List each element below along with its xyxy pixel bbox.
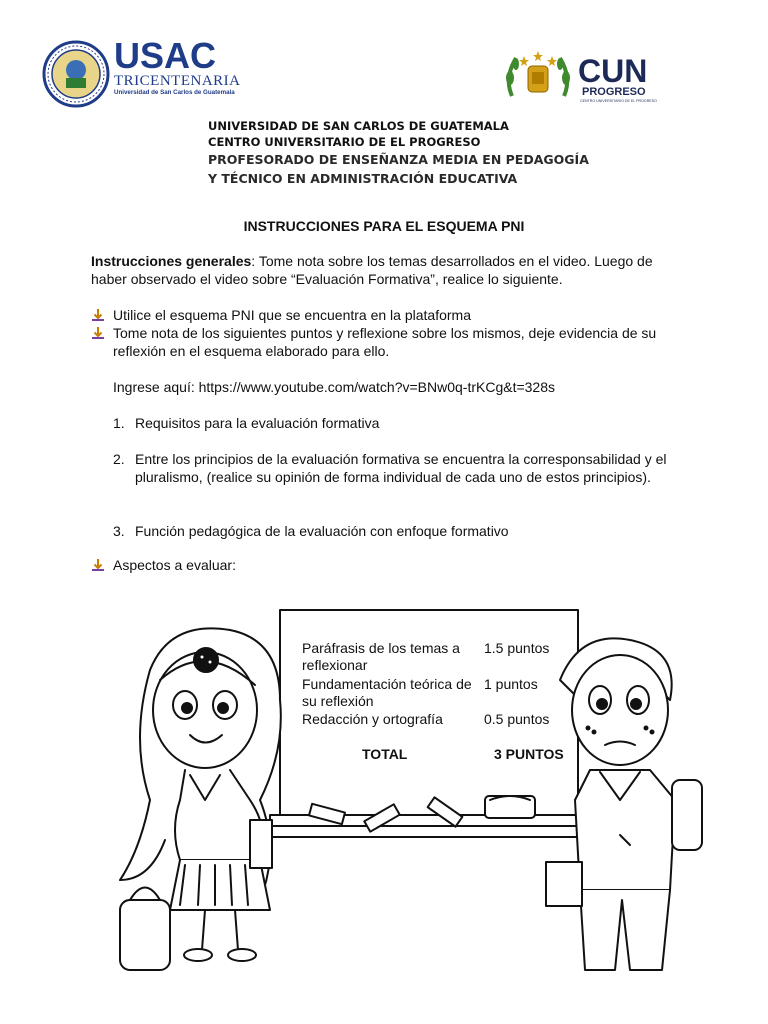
star-icon [519, 51, 557, 66]
program-name: PROFESORADO DE ENSEÑANZA MEDIA EN PEDAGOGÍA [208, 152, 589, 167]
svg-text:TRICENTENARIA: TRICENTENARIA [114, 73, 241, 89]
total-points: 3 PUNTOS [494, 746, 564, 762]
criterion-points: 1.5 puntos [484, 640, 550, 656]
aspects-label: Aspectos a evaluar: [113, 557, 236, 573]
svg-text:Universidad de San Carlos de G: Universidad de San Carlos de Guatemala [114, 89, 235, 96]
girl-figure [120, 628, 281, 970]
criterion-name: Paráfrasis de los temas a reflexionar [302, 640, 460, 673]
usac-wordmark: USAC [114, 35, 217, 76]
list-item: 3. Función pedagógica de la evaluación con enfoque formativo [113, 523, 509, 539]
bullet-item [91, 324, 681, 360]
svg-text:PROGRESO: PROGRESO [582, 86, 646, 98]
list-item: 1. Requisitos para la evaluación formativa [113, 415, 380, 431]
general-text: : Tome nota sobre los temas desarrollados en el video. Luego de haber observado el video sobre “Evaluación Formativa”, realice lo siguiente. [91, 253, 653, 287]
arrow-bullet-icon [91, 558, 105, 572]
bullet-text: Utilice el esquema PNI que se encuentra en la plataforma [113, 307, 471, 323]
bullet-text: Tome nota de los siguientes puntos y reflexione sobre los mismos, deje evidencia de su reflexión en el esquema elaborado para ello. [113, 325, 657, 359]
criterion-name: Fundamentación teórica de su reflexión [302, 676, 472, 709]
general-label: Instrucciones generales [91, 253, 252, 269]
arrow-bullet-icon [91, 308, 105, 322]
video-link[interactable]: Ingrese aquí: https://www.youtube.com/watch?v=BNw0q-trKCg&t=328s [113, 379, 556, 395]
arrow-bullet-icon [91, 326, 105, 340]
svg-text:CENTRO UNIVERSITARIO DE EL PRO: CENTRO UNIVERSITARIO DE EL PROGRESO [580, 99, 657, 103]
usac-seal-icon [44, 42, 108, 106]
program-name-2: Y TÉCNICO EN ADMINISTRACIÓN EDUCATIVA [208, 171, 518, 186]
criterion-name: Redacción y ortografía [302, 711, 443, 727]
shield-icon [528, 66, 548, 92]
university-header [208, 118, 589, 188]
usac-logo [42, 34, 252, 114]
list-item: 2. Entre los principios de la evaluación formativa se encuentra la corresponsabilidad y el pluralismo, (realice su opinión de forma individual de cada uno de estos principios). [113, 451, 667, 485]
general-instructions [91, 252, 691, 288]
cun-logo [500, 48, 680, 108]
university-name: UNIVERSIDAD DE SAN CARLOS DE GUATEMALA [208, 119, 509, 133]
document-title: INSTRUCCIONES PARA EL ESQUEMA PNI [243, 218, 525, 234]
criterion-points: 0.5 puntos [484, 711, 550, 727]
center-name: CENTRO UNIVERSITARIO DE EL PROGRESO [208, 135, 481, 149]
total-label: TOTAL [362, 746, 408, 762]
bullet-item [91, 556, 681, 574]
bullet-item [91, 306, 681, 324]
criterion-points: 1 puntos [484, 676, 538, 692]
cun-wordmark: CUN [578, 53, 648, 89]
